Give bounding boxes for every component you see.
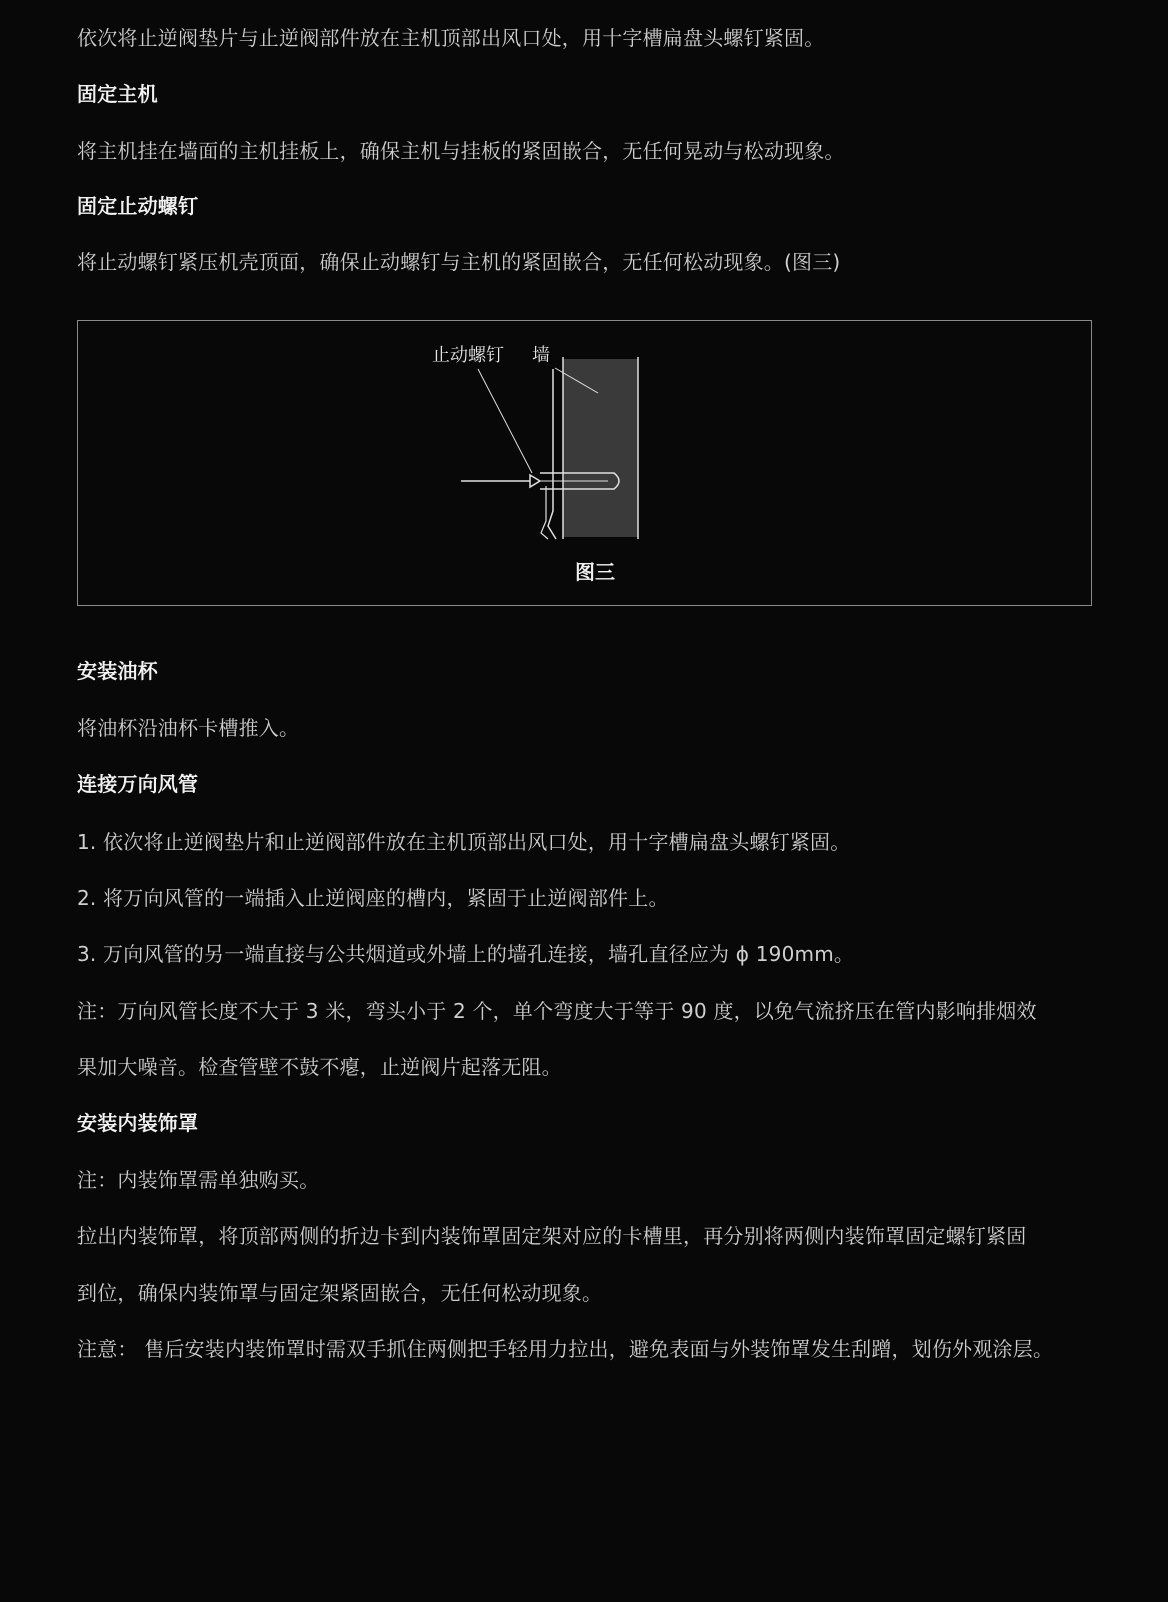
cover-caution: 注意： 售后安装内装饰罩时需双手抓住两侧把手轻用力拉出，避免表面与外装饰罩发生刮蹭，划伤外观涂层。 xyxy=(77,1337,1054,1361)
heading-duct: 连接万向风管 xyxy=(77,772,199,796)
heading-oil-cup: 安装油杯 xyxy=(77,659,158,683)
figure-caption: 图三 xyxy=(575,560,615,584)
oil-cup-text: 将油杯沿油杯卡槽推入。 xyxy=(77,716,300,740)
housing-edge xyxy=(541,486,548,539)
duct-note-line-1: 注：万向风管长度不大于 3 米，弯头小于 2 个，单个弯度大于等于 90 度，以免气流挤压在管内影响排烟效 xyxy=(77,999,1037,1023)
cover-text-line-2: 到位，确保内装饰罩与固定架紧固嵌合，无任何松动现象。 xyxy=(77,1281,603,1305)
screw-leader-line xyxy=(478,369,532,473)
duct-step-3: 3. 万向风管的另一端直接与公共烟道或外墙上的墙孔连接，墙孔直径应为 ϕ 190mm。 xyxy=(77,942,855,966)
heading-fix-main: 固定主机 xyxy=(77,82,158,106)
cover-note: 注：内装饰罩需单独购买。 xyxy=(77,1168,320,1192)
label-wall: 墙 xyxy=(532,345,550,366)
screw-head xyxy=(530,475,540,487)
label-stop-screw: 止动螺钉 xyxy=(432,345,504,366)
figure-three xyxy=(77,320,1092,606)
fix-main-text: 将主机挂在墙面的主机挂板上，确保主机与挂板的紧固嵌合，无任何晃动与松动现象。 xyxy=(77,139,845,163)
heading-cover: 安装内装饰罩 xyxy=(77,1111,199,1135)
cover-text-line-1: 拉出内装饰罩，将顶部两侧的折边卡到内装饰罩固定架对应的卡槽里，再分别将两侧内装饰罩固定螺钉紧固 xyxy=(77,1224,1027,1248)
duct-step-1: 1. 依次将止逆阀垫片和止逆阀部件放在主机顶部出风口处，用十字槽扁盘头螺钉紧固。 xyxy=(77,830,851,854)
duct-step-2: 2. 将万向风管的一端插入止逆阀座的槽内，紧固于止逆阀部件上。 xyxy=(77,886,669,910)
intro-text: 依次将止逆阀垫片与止逆阀部件放在主机顶部出风口处，用十字槽扁盘头螺钉紧固。 xyxy=(77,26,825,50)
heading-fix-screw: 固定止动螺钉 xyxy=(77,194,199,218)
duct-note-line-2: 果加大噪音。检查管壁不鼓不瘪，止逆阀片起落无阻。 xyxy=(77,1055,562,1079)
fix-screw-text: 将止动螺钉紧压机壳顶面，确保止动螺钉与主机的紧固嵌合，无任何松动现象。(图三) xyxy=(77,250,841,274)
wall-block xyxy=(563,359,638,537)
